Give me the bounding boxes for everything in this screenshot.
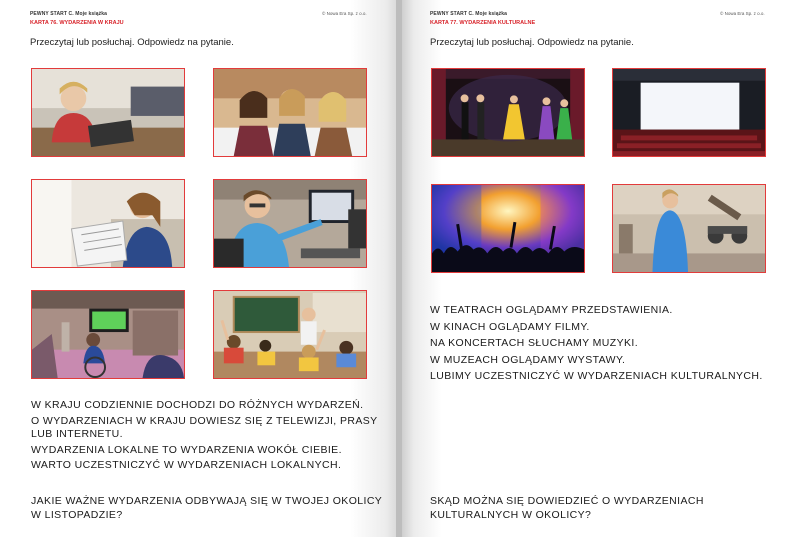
series-title: PEWNY START C. Moje książka [30,11,107,17]
text-line: WARTO UCZESTNICZYĆ W WYDARZENIACH LOKALNYCH. [31,459,342,471]
question-line: W LISTOPADZIE? [31,509,123,521]
text-line: NA KONCERTACH SŁUCHAMY MUZYKI. [430,337,639,349]
left-page [0,0,398,537]
copyright: © Nowa Era Sp. z o.o. [720,11,765,16]
photo-museum-visitor [612,184,766,273]
photo-students-in-classroom [213,290,367,379]
instruction: Przeczytaj lub posłuchaj. Odpowiedz na pytanie. [430,37,634,48]
text-line: LUBIMY UCZESTNICZYĆ W WYDARZENIACH KULTURALNYCH. [430,370,763,382]
photo-wheelchair-user-watching-tv [31,290,185,379]
text-line: W KRAJU CODZIENNIE DOCHODZI DO RÓŻNYCH WYDARZEŃ. [31,399,364,411]
left-body-text [31,398,378,474]
text-line: W KINACH OGLĄDAMY FILMY. [430,320,590,333]
photo-woman-reading-newspaper [31,179,185,268]
series-title: PEWNY START C. Moje książka [430,11,507,17]
right-body-text [430,302,763,385]
question-line: SKĄD MOŻNA SIĘ DOWIEDZIEĆ O WYDARZENIACH [430,495,704,507]
text-line: LUB INTERNETU. [31,428,123,440]
question-line: KULTURALNYCH W OKOLICY? [430,509,592,521]
photo-boy-with-tablet [31,68,185,157]
text-line: O WYDARZENIACH W KRAJU DOWIESZ SIĘ Z TELEWIZJI, PRASY [31,414,378,427]
right-page [402,0,800,537]
text-line: W MUZEACH OGLĄDAMY WYSTAWY. [430,353,626,366]
text-line: WYDARZENIA LOKALNE TO WYDARZENIA WOKÓŁ CIEBIE. [31,443,342,456]
photo-boy-at-computer [213,179,367,268]
text-line: W TEATRACH OGLĄDAMY PRZEDSTAWIENIA. [430,304,673,316]
question-line: JAKIE WAŻNE WYDARZENIA ODBYWAJĄ SIĘ W TWOJEJ OKOLICY [31,495,383,507]
card-title: KARTA 76. WYDARZENIA W KRAJU [30,20,124,26]
photo-concert-crowd [431,184,585,273]
card-title: KARTA 77. WYDARZENIA KULTURALNE [430,20,536,26]
photo-cinema-screen [612,68,766,157]
left-question [31,494,382,522]
instruction: Przeczytaj lub posłuchaj. Odpowiedz na pytanie. [30,37,234,48]
photo-theatre-stage [431,68,585,157]
right-question [430,494,704,522]
photo-girls-with-phones [213,68,367,157]
copyright: © Nowa Era Sp. z o.o. [322,11,367,16]
